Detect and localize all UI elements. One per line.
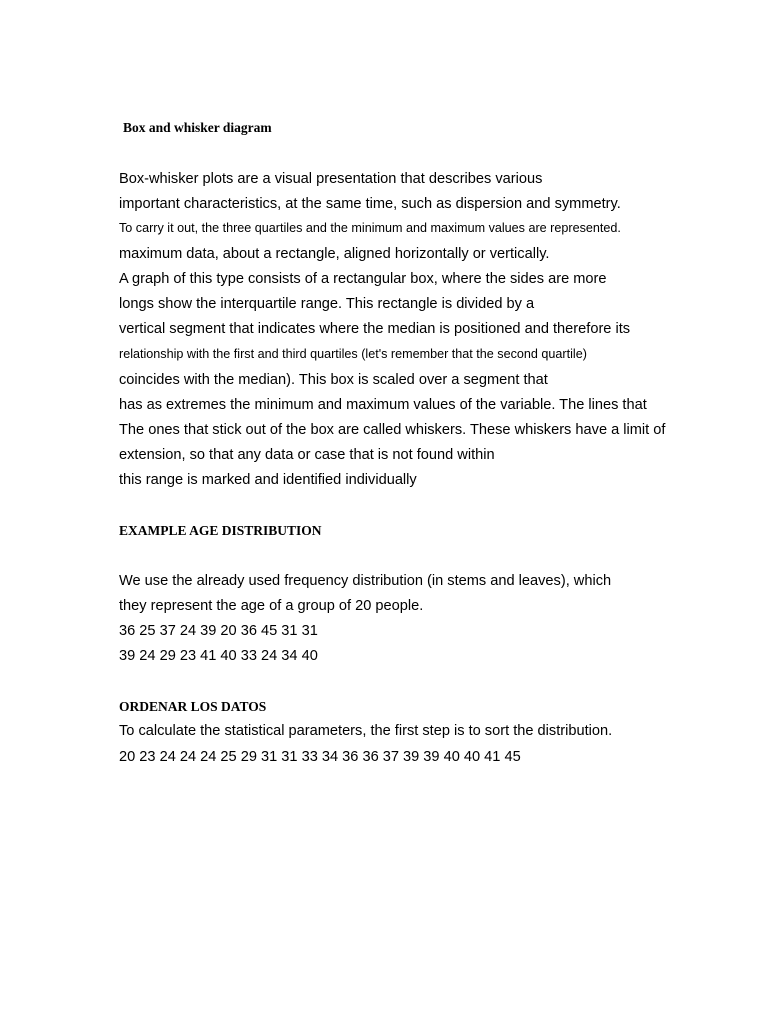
example-line-2: they represent the age of a group of 20 people. <box>119 598 424 614</box>
intro-line-3: To carry it out, the three quartiles and the minimum and maximum values are represented. <box>119 221 621 235</box>
example-line-1: We use the already used frequency distribution (in stems and leaves), which <box>119 573 612 589</box>
intro-line-1: Box-whisker plots are a visual presentation that describes various <box>119 171 543 187</box>
intro-line-12: extension, so that any data or case that is not found within <box>119 447 495 463</box>
sort-heading: ORDENAR LOS DATOS <box>119 699 267 714</box>
intro-line-2: important characteristics, at the same time, such as dispersion and symmetry. <box>119 196 621 212</box>
intro-line-8: relationship with the first and third quartiles (let's remember that the second quartile) <box>119 347 587 361</box>
intro-line-4: maximum data, about a rectangle, aligned horizontally or vertically. <box>119 246 550 262</box>
example-data-row-1: 36 25 37 24 39 20 36 45 31 31 <box>119 623 318 639</box>
intro-line-6: longs show the interquartile range. This rectangle is divided by a <box>119 296 535 312</box>
intro-line-11: The ones that stick out of the box are called whiskers. These whiskers have a limit of <box>119 422 666 438</box>
intro-line-7: vertical segment that indicates where the median is positioned and therefore its <box>119 321 631 337</box>
example-heading: EXAMPLE AGE DISTRIBUTION <box>119 523 322 538</box>
example-data-row-2: 39 24 29 23 41 40 33 24 34 40 <box>119 648 318 664</box>
sort-line-1: To calculate the statistical parameters, the first step is to sort the distribution. <box>119 723 613 739</box>
document-title: Box and whisker diagram <box>123 120 272 135</box>
intro-line-10: has as extremes the minimum and maximum values of the variable. The lines that <box>119 397 647 413</box>
intro-line-5: A graph of this type consists of a rectangular box, where the sides are more <box>119 271 607 287</box>
sorted-data-row: 20 23 24 24 24 25 29 31 31 33 34 36 36 37 39 39 40 40 41 45 <box>119 749 521 765</box>
intro-line-13: this range is marked and identified individually <box>119 472 417 488</box>
intro-line-9: coincides with the median). This box is scaled over a segment that <box>119 372 548 388</box>
